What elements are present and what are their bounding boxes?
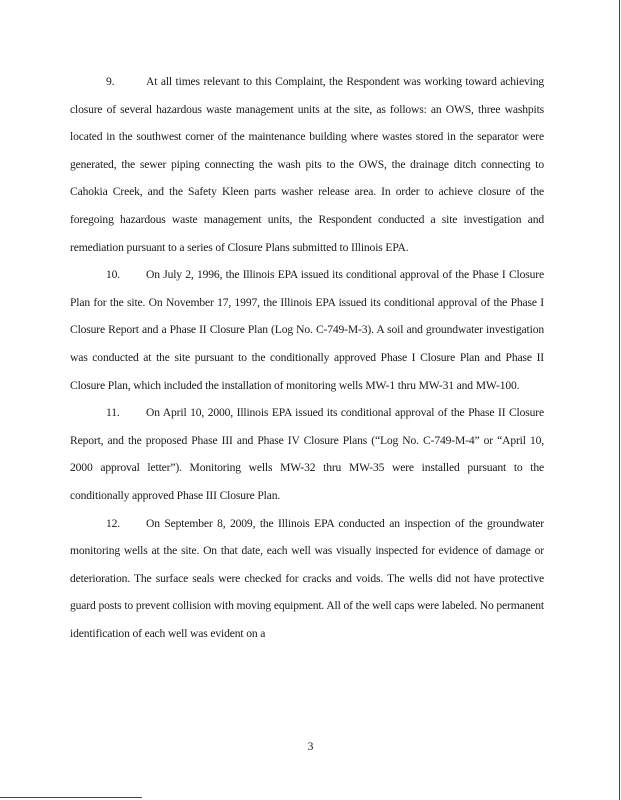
paragraph-10 [70,261,544,399]
page-edge-right [619,0,620,800]
paragraph-text: At all times relevant to this Complaint, the Respondent was working toward achieving closure of several hazardous waste management units at the site, as follows: an OWS, three washpits located in the southwest corner of the maintenance building where wastes stored in the separator were generated, the sewer piping connecting the wash pits to the OWS, the drainage ditch connecting to Cahokia Creek, and the Safety Kleen parts washer release area. In order to achieve closure of the foregoing hazardous waste management units, the Respondent conducted a site investigation and remediation pursuant to a series of Closure Plans submitted to Illinois EPA. [70,75,544,254]
page-number: 3 [307,740,314,753]
paragraph-text: On July 2, 1996, the Illinois EPA issued its conditional approval of the Phase I Closure Plan for the site. On November 17, 1997, the Illinois EPA issued its conditional approval of the Phase I Closure Report and a Phase II Closure Plan (Log No. C-749-M-3). A soil and groundwater investigation was conducted at the site pursuant to the conditionally approved Phase I Closure Plan and Phase II Closure Plan, which included the installation of monitoring wells MW-1 thru MW-31 and MW-100. [70,268,544,392]
document-body [70,68,544,647]
paragraph-12 [70,510,544,648]
page-edge-bottom [0,797,142,798]
paragraph-11 [70,399,544,509]
paragraph-text: On April 10, 2000, Illinois EPA issued its conditional approval of the Phase II Closure Report, and the proposed Phase III and Phase IV Closure Plans (“Log No. C-749-M-4” or “April 10, 2000 approval letter”). Monitoring wells MW-32 thru MW-35 were installed pursuant to the conditionally approved Phase III Closure Plan. [70,406,544,502]
paragraph-number: 11. [106,406,120,420]
paragraph-text: On September 8, 2009, the Illinois EPA conducted an inspection of the groundwater monitoring wells at the site. On that date, each well was visually inspected for evidence of damage or deterioration. The surface seals were checked for cracks and voids. The wells did not have protective guard posts to prevent collision with moving equipment. All of the well caps were labeled. No permanent identification of each well was evident on a [70,516,544,640]
paragraph-number: 12. [106,516,121,530]
paragraph-9 [70,68,544,261]
paragraph-number: 9. [106,75,115,88]
paragraph-number: 10. [106,268,121,282]
